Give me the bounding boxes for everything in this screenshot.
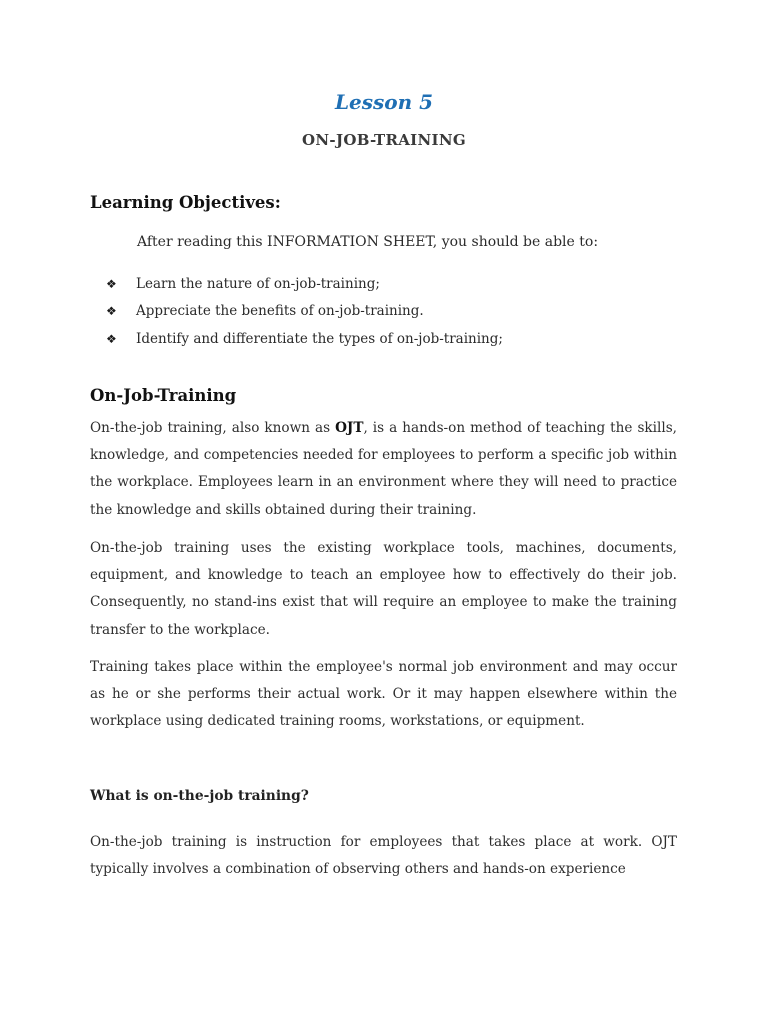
ojt-paragraph-1-rest: , is a hands-on method of teaching the skills, knowledge, and competencies needed for employees to perform a specific job within the workplace. Employees learn in an environment where they will need to practice the knowledge and skills obtained during their training. xyxy=(90,420,678,518)
diamond-bullet-icon: ❖ xyxy=(106,304,117,319)
objectives-intro: After reading this INFORMATION SHEET, you should be able to: xyxy=(137,234,599,250)
ojt-acronym: OJT xyxy=(335,420,364,436)
objective-item xyxy=(106,298,503,326)
diamond-bullet-icon: ❖ xyxy=(106,276,117,291)
objective-item xyxy=(106,270,503,298)
objectives-list xyxy=(106,270,503,353)
ojt-paragraph-3: Training takes place within the employee's normal job environment and may occur as he or she performs their actual work. Or it may happen elsewhere within the workplace using dedicated training rooms, workstations, or equipment. xyxy=(90,659,677,730)
objective-label: Identify and differentiate the types of on-job-training; xyxy=(136,330,503,347)
lesson-subtitle: ON-JOB-TRAINING xyxy=(302,131,466,149)
ojt-paragraph-1-start: On-the-job training, also known as xyxy=(90,420,336,436)
ojt-paragraph-1 xyxy=(90,415,677,524)
objective-label: Learn the nature of on-job-training; xyxy=(136,275,380,292)
learning-objectives-heading: Learning Objectives: xyxy=(90,193,281,212)
ojt-paragraph-2: On-the-job training uses the existing workplace tools, machines, documents, equipment, and knowledge to teach an employee how to effectively do their job. Consequently, no stand-ins exist that will require an employee to make the training transfer to the workplace. xyxy=(90,540,677,638)
ojt-heading: On-Job-Training xyxy=(90,386,237,405)
ojt-paragraph-4: On-the-job training is instruction for employees that takes place at work. OJT typically involves a combination of observing others and hands-on experience xyxy=(90,834,677,878)
what-is-ojt-heading: What is on-the-job training? xyxy=(90,788,309,804)
diamond-bullet-icon: ❖ xyxy=(106,331,117,346)
objective-label: Appreciate the benefits of on-job-training. xyxy=(136,303,424,320)
lesson-title: Lesson 5 xyxy=(334,90,434,114)
objective-item xyxy=(106,325,503,353)
